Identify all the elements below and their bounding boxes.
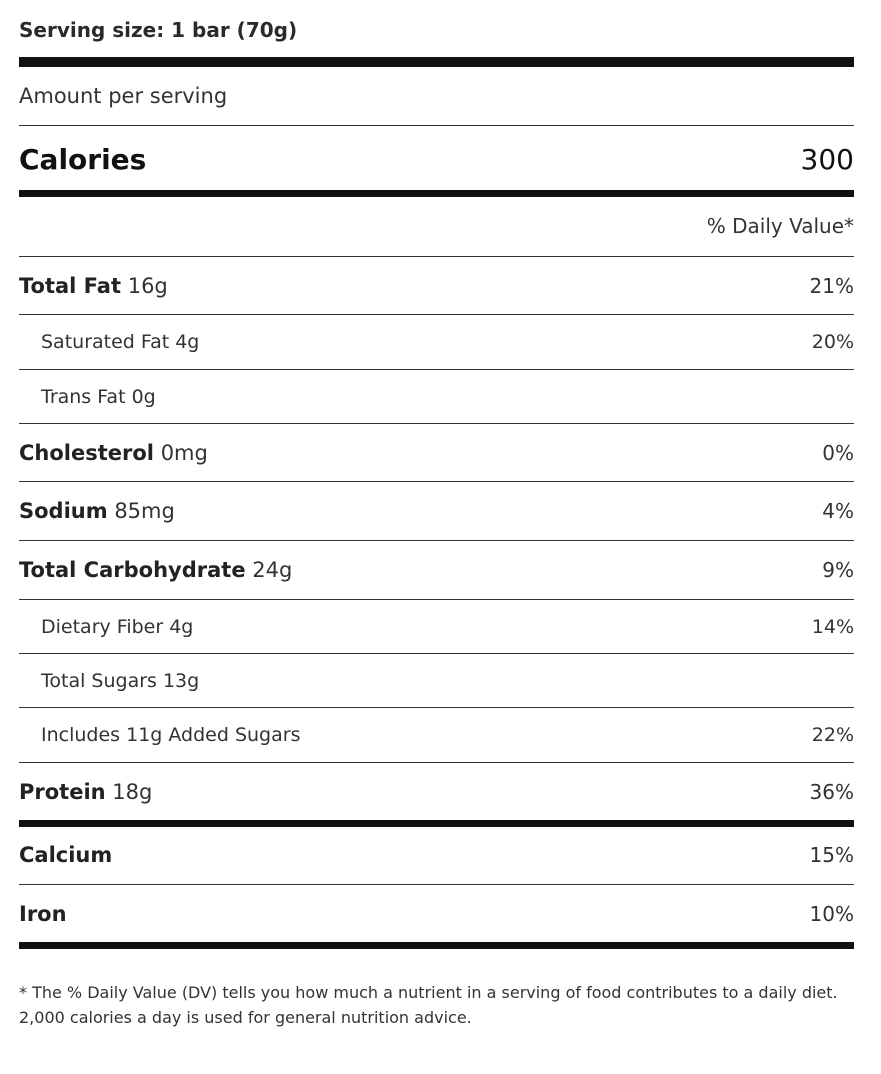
nutrient-name: Dietary Fiber 4g	[41, 616, 194, 638]
divider	[19, 762, 854, 763]
mineral-daily-value: 10%	[809, 902, 854, 926]
nutrient-row-total-carbohydrate	[19, 554, 854, 586]
nutrient-daily-value: 36%	[809, 780, 854, 804]
thick-divider	[19, 57, 854, 67]
divider	[19, 369, 854, 370]
calories-label: Calories	[19, 143, 147, 176]
nutrient-name: Trans Fat 0g	[41, 386, 156, 408]
nutrient-row-protein	[19, 776, 854, 808]
divider	[19, 481, 854, 482]
nutrient-row-added-sugars	[19, 721, 854, 749]
footnote	[19, 980, 854, 1030]
nutrient-name: Protein 18g	[19, 780, 153, 804]
nutrient-row-dietary-fiber	[19, 613, 854, 641]
nutrient-name: Total Fat 16g	[19, 274, 168, 298]
divider	[19, 707, 854, 708]
nutrient-row-sodium	[19, 495, 854, 527]
daily-value-header: % Daily Value*	[706, 214, 854, 238]
mineral-row-calcium	[19, 839, 854, 871]
nutrient-row-cholesterol	[19, 437, 854, 469]
medium-divider	[19, 820, 854, 827]
nutrient-name: Includes 11g Added Sugars	[41, 724, 301, 746]
divider	[19, 125, 854, 126]
medium-divider	[19, 190, 854, 197]
divider	[19, 423, 854, 424]
footnote-calorie-advice: 2,000 calories a day is used for general nutrition advice.	[19, 1008, 472, 1027]
nutrient-row-trans-fat	[19, 383, 854, 411]
mineral-name: Calcium	[19, 843, 113, 867]
nutrient-name: Sodium 85mg	[19, 499, 175, 523]
nutrient-row-total-sugars	[19, 667, 854, 695]
nutrient-name: Saturated Fat 4g	[41, 331, 200, 353]
divider	[19, 540, 854, 541]
divider	[19, 314, 854, 315]
footnote-daily-value-explanation: * The % Daily Value (DV) tells you how much a nutrient in a serving of food contributes to a daily diet.	[19, 983, 838, 1002]
nutrient-daily-value: 9%	[822, 558, 854, 582]
nutrient-daily-value: 14%	[811, 616, 854, 638]
divider	[19, 653, 854, 654]
nutrient-daily-value: 21%	[809, 274, 854, 298]
nutrient-daily-value: 22%	[811, 724, 854, 746]
nutrient-row-total-fat	[19, 270, 854, 302]
nutrient-daily-value: 4%	[822, 499, 854, 523]
serving-size: Serving size: 1 bar (70g)	[19, 18, 298, 42]
nutrient-name: Total Carbohydrate 24g	[19, 558, 293, 582]
mineral-daily-value: 15%	[809, 843, 854, 867]
nutrient-row-saturated-fat	[19, 328, 854, 356]
divider	[19, 256, 854, 257]
divider	[19, 884, 854, 885]
calories-value: 300	[800, 143, 854, 176]
mineral-name: Iron	[19, 902, 67, 926]
nutrient-daily-value: 0%	[822, 441, 854, 465]
nutrient-name: Total Sugars 13g	[41, 670, 200, 692]
amount-per-serving: Amount per serving	[19, 84, 228, 108]
mineral-row-iron	[19, 898, 854, 930]
nutrient-daily-value: 20%	[811, 331, 854, 353]
divider	[19, 599, 854, 600]
medium-divider	[19, 942, 854, 949]
nutrient-name: Cholesterol 0mg	[19, 441, 208, 465]
